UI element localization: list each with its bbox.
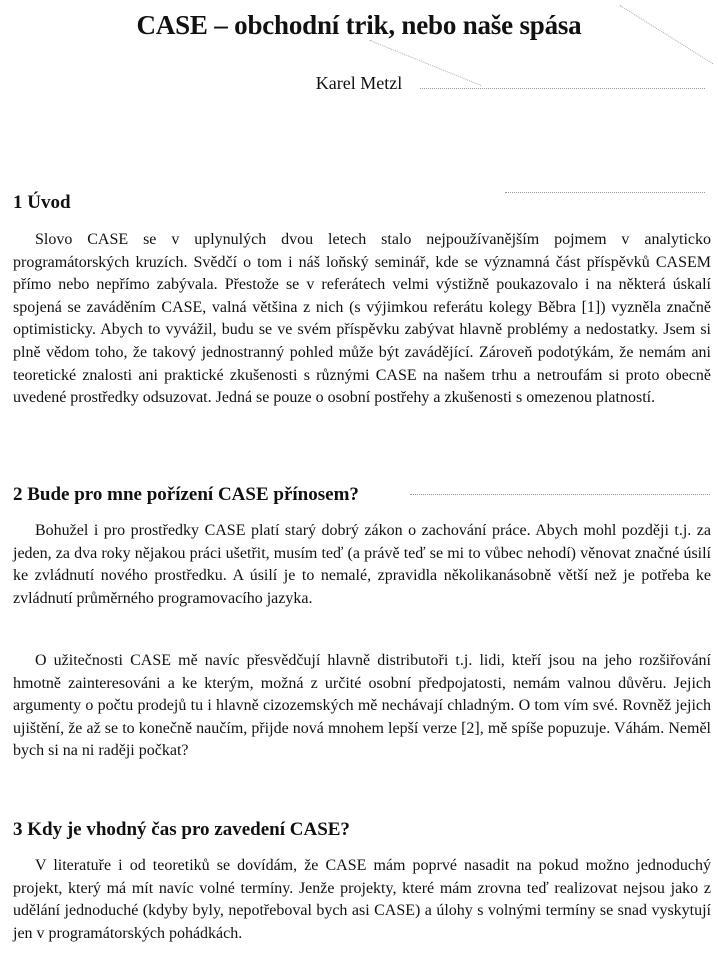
section-heading-3: 3 Kdy je vhodný čas pro zavedení CASE?: [13, 819, 350, 840]
section-2-paragraph-2: O užitečnosti CASE mě navíc přesvědčují hlavně distributoři t.j. lidi, kteří jsou na jeho rozšiřování hmotně zainteresováni a ke kterým, možná z určité osobní předpojatosti, nemám valnou důvěru. Jejich argumenty o počtu prodejů tu i hlavně cizozemských mě nechávají chladným. O tom vím své. Rovněž jejich ujištění, že až se to konečně naučím, přijde nová mnohem lepší verze [2], mě spíše popuzuje. Váhám. Neměl bych si na ni raději počkat?: [13, 652, 711, 760]
section-2-paragraph-1: Bohužel i pro prostředky CASE platí starý dobrý zákon o zachování práce. Abych mohl později t.j. za jeden, za dva roky nějakou práci ušetřit, musím teď (a právě teď se mi to vůbec nehodí) věnovat značné úsilí ke zvládnutí nového prostředku. A úsilí je to nemalé, zpravidla několikanásobně větší než je potřeba ke zvládnutí průměrného programovacího jazyka.: [13, 522, 711, 607]
article-title: CASE – obchodní trik, nebo naše spása: [136, 10, 582, 40]
scan-artifact-line: [410, 494, 710, 495]
scan-artifact-line: [505, 192, 705, 193]
section-heading-1: 1 Úvod: [13, 192, 71, 213]
section-heading-2: 2 Bude pro mne pořízení CASE přínosem?: [13, 484, 359, 505]
section-1-paragraph: Slovo CASE se v uplynulých dvou letech stalo nejpoužívanějším pojmem v analyticko programátorských kruzích. Svědčí o tom i náš loňský seminář, kde se významná část příspěvků CASEM přímo nebo nepřímo zabývala. Přestože se v referátech velmi výstižně poukazovalo i na některá úskalí spojená se zaváděním CASE, valná většina z nich (s výjimkou referátu kolegy Běbra [1]) vyzněla značně optimisticky. Abych to vyvážil, budu se ve svém příspěvku zabývat hlavně problémy a nedostatky. Jsem si plně vědom toho, že takový jednostranný pohled může být zavádějící. Zároveň podotýkám, že nemám ani teoretické znalosti ani praktické zkušenosti s různými CASE na našem trhu a netroufám si proto obecně uvedené prostředky odsuzovat. Jedná se pouze o osobní postřehy a zkušenosti s omezenou platností.: [13, 231, 711, 407]
section-3-paragraph: V literatuře i od teoretiků se dovídám, že CASE mám poprvé nasadit na pokud možno jednoduchý projekt, který má mít navíc volné termíny. Jenže projekty, které mám zrovna teď realizovat nejsou jako z udělání jednoduché (kdyby byly, nepotřeboval bych asi CASE) a úlohy s volnými termíny se snad vyskytují jen v programátorských pohádkách.: [13, 857, 711, 942]
article-author: Karel Metzl: [315, 73, 403, 93]
